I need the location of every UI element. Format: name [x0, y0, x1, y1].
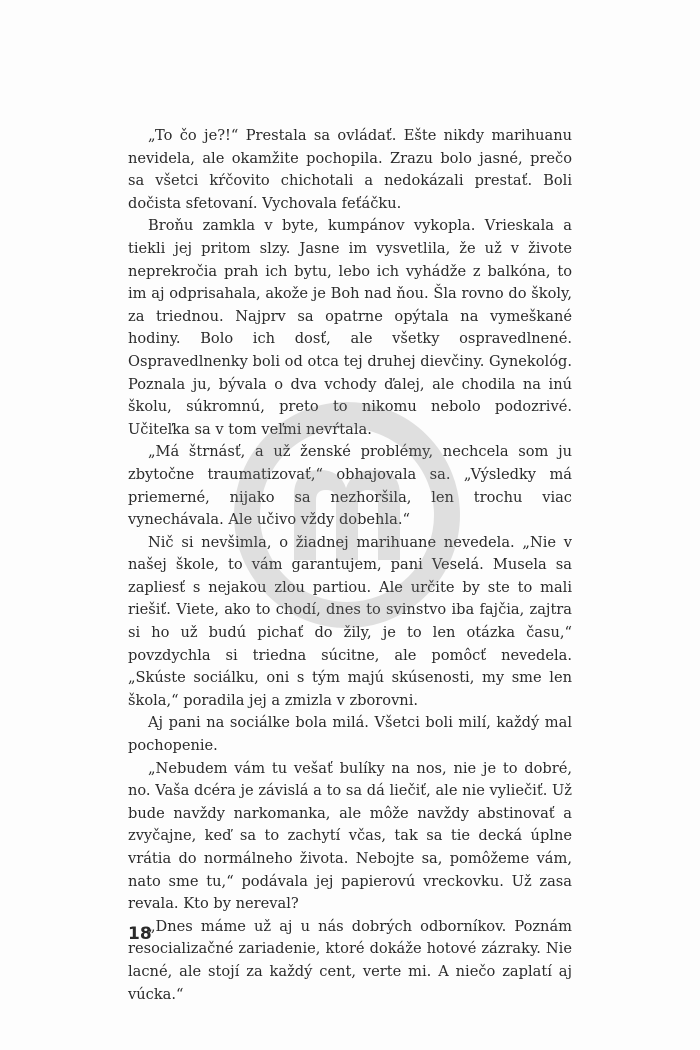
- paragraph-2: Broňu zamkla v byte, kumpánov vykopla. Vrieskala a tiekli jej pritom slzy. Jasne im vysvetlila, že už v živote neprekročia prah ich bytu, lebo ich vyhádže z balkóna, to im aj odprisahala, akože je Boh nad ňou. Šla rovno do školy, za triednou. Najprv sa opatrne opýtala na vymeškané hodiny. Bolo ich dosť, ale všetky ospravedlnené. Ospravedlnenky boli od otca tej druhej dievčiny. Gynekológ. Poznala ju, bývala o dva vchody ďalej, ale chodila na inú školu, súkromnú, preto to nikomu nebolo podozrivé. Učiteľka sa v tom veľmi nevŕtala.: [128, 217, 572, 438]
- paragraph-1: „To čo je?!“ Prestala sa ovládať. Ešte nikdy marihuanu nevidela, ale okamžite pochopila. Zrazu bolo jasné, prečo sa všetci kŕčovito chichotali a nedokázali prestať. Boli dočista sfetovaní. Vychovala feťáčku.: [128, 127, 572, 212]
- paragraph-3: „Má štrnásť, a už ženské problémy, nechcela som ju zbytočne traumatizovať,“ obhajovala sa. „Výsledky má priemerné, nijako sa nezhoršila, len trochu viac vynechávala. Ale učivo vždy dobehla.“: [128, 443, 572, 529]
- body-text: [128, 125, 572, 1006]
- paragraph-7: „Dnes máme už aj u nás dobrých odborníkov. Poznám resocializačné zariadenie, ktoré dokáže hotové zázraky. Nie lacné, ale stojí za každý cent, verte mi. A niečo zaplatí aj vúcka.“: [128, 917, 572, 1003]
- page-number: 18: [128, 924, 152, 944]
- paragraph-5: Aj pani na sociálke bola milá. Všetci boli milí, každý mal pochopenie.: [128, 714, 572, 755]
- paragraph-6: „Nebudem vám tu vešať bulíky na nos, nie je to dobré, no. Vaša dcéra je závislá a to sa dá liečiť, ale nie vyliečiť. Už bude navždy narkomanka, ale môže navždy abstinovať a zvyčajne, keď sa to zachytí včas, tak sa tie decká úplne vrátia do normálneho života. Nebojte sa, pomôžeme vám, nato sme tu,“ podávala jej papierovú vreckovku. Už zasa revala. Kto by nereval?: [128, 759, 572, 913]
- paragraph-4: Nič si nevšimla, o žiadnej marihuane nevedela. „Nie v našej škole, to vám garantujem, pani Veselá. Musela sa zapliesť s nejakou zlou partiou. Ale určite by ste to mali riešiť. Viete, ako to chodí, dnes to svinstvo iba fajčia, zajtra si ho už budú pichať do žily, je to len otázka času,“ povzdychla si triedna súcitne, ale pomôcť nevedela. „Skúste sociálku, oni s tým majú skúsenosti, my sme len škola,“ poradila jej a zmizla v zborovni.: [128, 533, 572, 709]
